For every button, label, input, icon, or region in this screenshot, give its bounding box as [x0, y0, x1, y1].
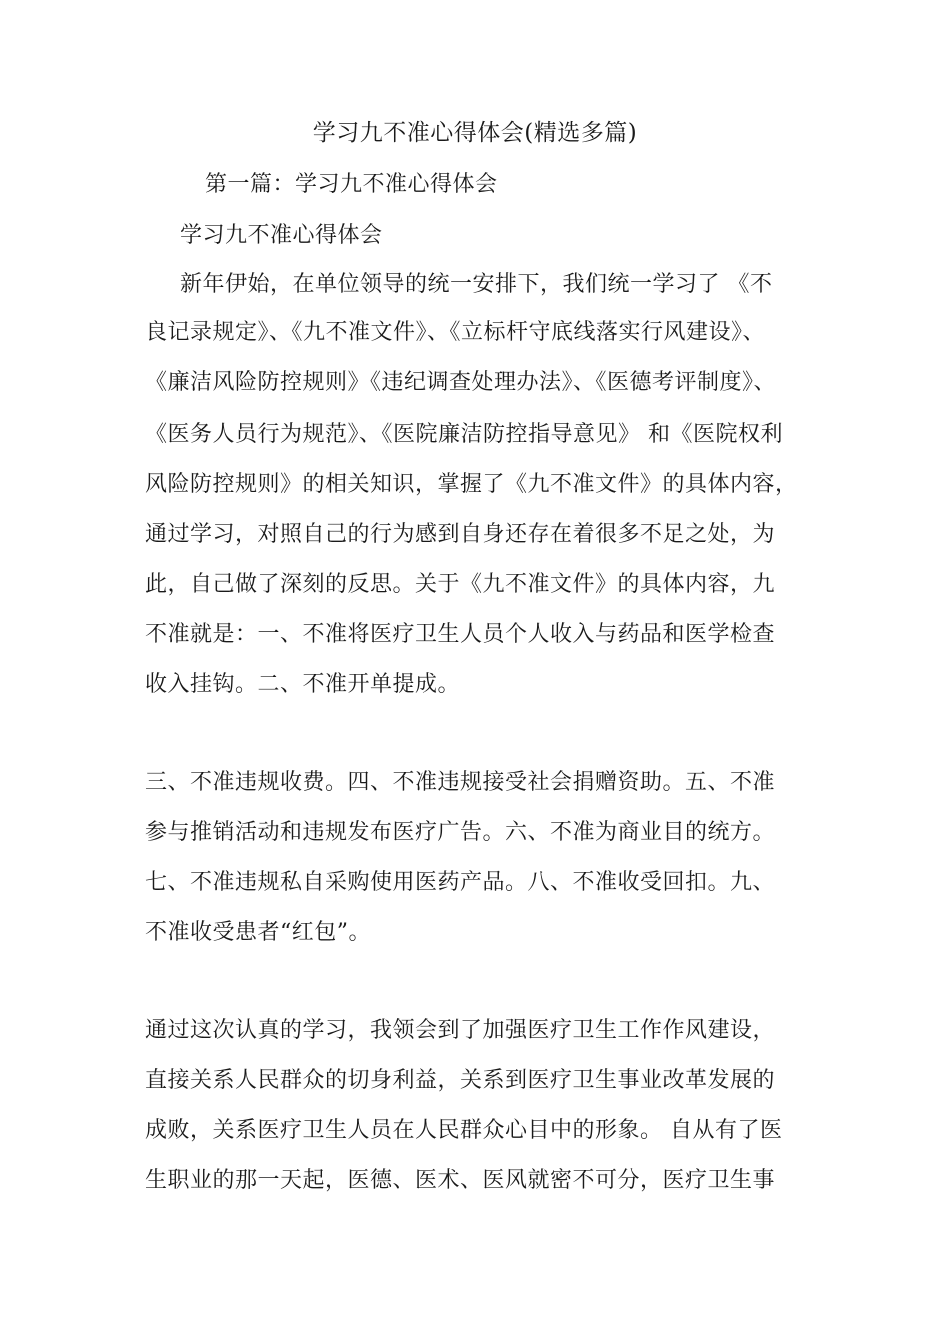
paragraph-line: 此，自己做了深刻的反思。关于《九不准文件》的具体内容，九 [145, 572, 776, 597]
paragraph-line: 不准就是：一、不准将医疗卫生人员个人收入与药品和医学检查 [145, 622, 776, 647]
paragraph-line: 风险防控规则》的相关知识，掌握了《九不准文件》的具体内容， [145, 472, 798, 497]
paragraph-line: 《医务人员行为规范》、《医院廉洁防控指导意见》 和《医院权利 [145, 422, 783, 447]
paragraph-line: 参与推销活动和违规发布医疗广告。六、不准为商业目的统方。 [145, 820, 776, 845]
paragraph-line: 七、不准违规私自采购使用医药产品。八、不准收受回扣。九、 [145, 870, 776, 895]
document-title: 学习九不准心得体会(精选多篇) [312, 120, 638, 146]
paragraph-line: 不准收受患者“红包”。 [145, 920, 371, 945]
sub-heading: 学习九不准心得体会 [180, 223, 383, 248]
paragraph-line: 通过学习，对照自己的行为感到自身还存在着很多不足之处，为 [145, 522, 776, 547]
paragraph-line: 良记录规定》、《九不准文件》、《立标杆守底线落实行风建设》、 [145, 320, 766, 345]
paragraph-line: 《廉洁风险防控规则》《违纪调查处理办法》、《医德考评制度》、 [145, 370, 777, 395]
section-heading: 第一篇：学习九不准心得体会 [205, 172, 498, 197]
paragraph-line: 直接关系人民群众的切身利益，关系到医疗卫生事业改革发展的 [145, 1068, 776, 1093]
paragraph-line: 通过这次认真的学习，我领会到了加强医疗卫生工作作风建设， [145, 1018, 776, 1043]
paragraph-line: 新年伊始，在单位领导的统一安排下，我们统一学习了 《不 [180, 272, 773, 297]
paragraph-line: 成败，关系医疗卫生人员在人民群众心目中的形象。 自从有了医 [145, 1118, 783, 1143]
paragraph-line: 收入挂钩。二、不准开单提成。 [145, 672, 461, 697]
paragraph-line: 三、不准违规收费。四、不准违规接受社会捐赠资助。五、不准 [145, 770, 776, 795]
paragraph-line: 生职业的那一天起，医德、医术、医风就密不可分，医疗卫生事 [145, 1168, 776, 1193]
